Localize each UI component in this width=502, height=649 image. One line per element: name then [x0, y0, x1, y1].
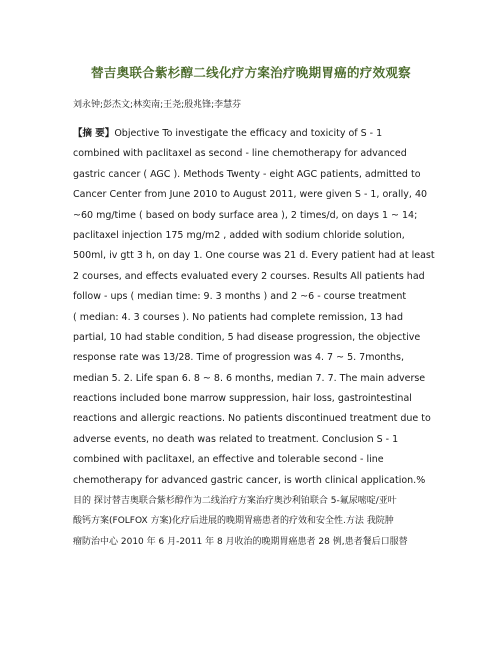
abstract-line: paclitaxel injection 175 mg/m2 , added with sodium chloride solution,	[73, 229, 405, 241]
abstract-line: combined with paclitaxel as second - line chemotherapy for advanced	[73, 148, 407, 160]
abstract-line: ( median: 4. 3 courses ). No patients had complete remission, 13 had	[73, 311, 404, 323]
abstract-line: median 5. 2. Life span 6. 8 ~ 8. 6 months, median 7. 7. The main adverse	[73, 372, 426, 384]
abstract-label: 【摘 要】	[73, 128, 115, 139]
abstract-line: reactions and allergic reactions. No patients discontinued treatment due to	[73, 413, 431, 425]
abstract-line: partial, 10 had stable condition, 5 had disease progression, the objective	[73, 331, 421, 343]
abstract-line: gastric cancer ( AGC ). Methods Twenty - eight AGC patients, admitted to	[73, 168, 421, 180]
author-list: 刘永钟;彭杰文;林奕南;王尧;殷兆锋;李慧芬	[73, 100, 242, 110]
abstract-line: follow - ups ( median time: 9. 3 months ) and 2 ~6 - course treatment	[73, 291, 407, 303]
abstract-line-chinese: 目的 探讨替吉奥联合紫杉醇作为二线治疗方案治疗奥沙利铂联合 5-氟尿嘧啶/亚叶	[73, 496, 397, 507]
abstract-line-chinese: 瘤防治中心 2010 年 6 月-2011 年 8 月收治的晚期胃癌患者 28 例,患者餐后口服替	[73, 536, 408, 547]
abstract-line: response rate was 13/28. Time of progression was 4. 7 ~ 5. 7months,	[73, 352, 405, 364]
abstract-line: ~60 mg/time ( based on body surface area ), 2 times/d, on days 1 ~ 14;	[73, 209, 418, 221]
abstract-line: chemotherapy for advanced gastric cancer, is worth clinical application.%	[73, 474, 426, 486]
abstract-body	[73, 124, 435, 552]
abstract-line	[73, 124, 435, 144]
document-title: 替吉奥联合紫杉醇二线化疗方案治疗晚期胃癌的疗效观察	[90, 65, 411, 80]
abstract-line: Cancer Center from June 2010 to August 2011, were given S - 1, orally, 40	[73, 189, 428, 201]
abstract-text: Objective To investigate the efficacy and toxicity of S - 1	[114, 128, 383, 139]
abstract-line: reactions included bone marrow suppression, hair loss, gastrointestinal	[73, 393, 412, 405]
abstract-line: combined with paclitaxel, an effective and tolerable second - line	[73, 454, 384, 466]
abstract-line: adverse events, no death was related to treatment. Conclusion S - 1	[73, 433, 399, 445]
abstract-line: 500ml, iv gtt 3 h, on day 1. One course was 21 d. Every patient had at least	[73, 250, 435, 262]
abstract-line: 2 courses, and effects evaluated every 2 courses. Results All patients had	[73, 270, 425, 282]
abstract-line-chinese: 酸钙方案(FOLFOX 方案)化疗后进展的晚期胃癌患者的疗效和安全性.方法 我院肿	[73, 516, 394, 527]
